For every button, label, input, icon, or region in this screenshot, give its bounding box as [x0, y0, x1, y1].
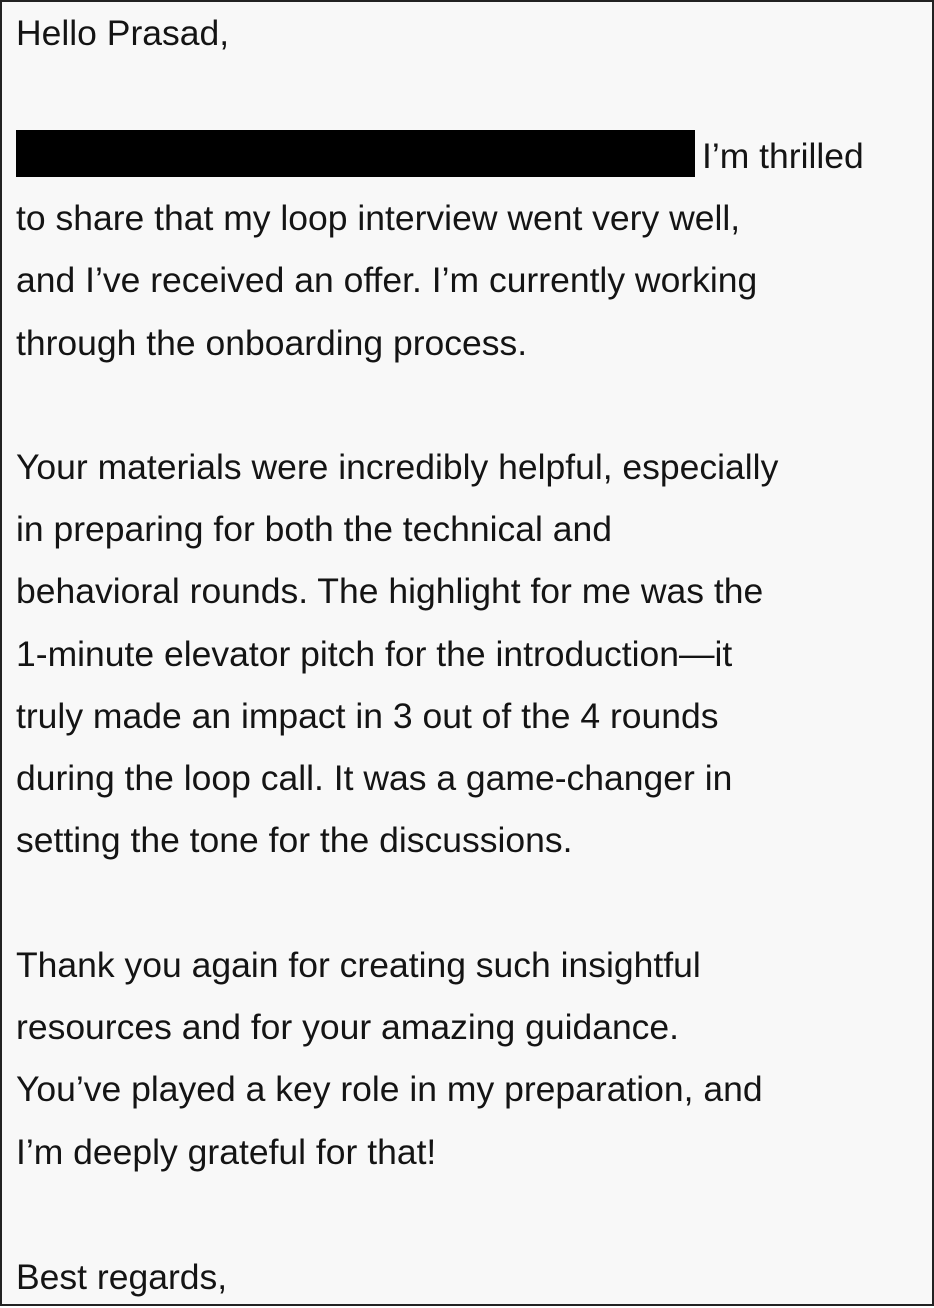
paragraph-3-line-1: Thank you again for creating such insightful	[16, 945, 701, 985]
paragraph-1-line-1	[16, 125, 864, 187]
paragraph-1	[16, 125, 864, 374]
paragraph-2-line-1: Your materials were incredibly helpful, especially	[16, 447, 779, 487]
email-signoff: Best regards,	[16, 1257, 228, 1297]
paragraph-2	[16, 436, 778, 871]
paragraph-2-line-3: behavioral rounds. The highlight for me was the	[16, 571, 764, 612]
paragraph-3	[16, 934, 763, 1183]
paragraph-1-line-4: through the onboarding process.	[16, 322, 528, 363]
paragraph-2-line-7: setting the tone for the discussions.	[16, 820, 573, 861]
paragraph-3-line-2: resources and for your amazing guidance.	[16, 1007, 680, 1048]
paragraph-3-line-3: You’ve played a key role in my preparation, and	[16, 1069, 763, 1110]
paragraph-2-line-4: 1-minute elevator pitch for the introduction—it	[16, 633, 733, 674]
email-greeting: Hello Prasad,	[16, 13, 230, 53]
redaction-bar	[16, 130, 695, 177]
paragraph-1-line-1-text: I’m thrilled	[702, 136, 864, 176]
paragraph-1-line-3: and I’ve received an offer. I’m currently working	[16, 260, 758, 301]
paragraph-2-line-2: in preparing for both the technical and	[16, 509, 613, 550]
paragraph-3-line-4: I’m deeply grateful for that!	[16, 1131, 437, 1172]
paragraph-1-line-2: to share that my loop interview went very well,	[16, 198, 741, 239]
paragraph-2-line-5: truly made an impact in 3 out of the 4 rounds	[16, 695, 719, 736]
paragraph-2-line-6: during the loop call. It was a game-changer in	[16, 757, 733, 798]
